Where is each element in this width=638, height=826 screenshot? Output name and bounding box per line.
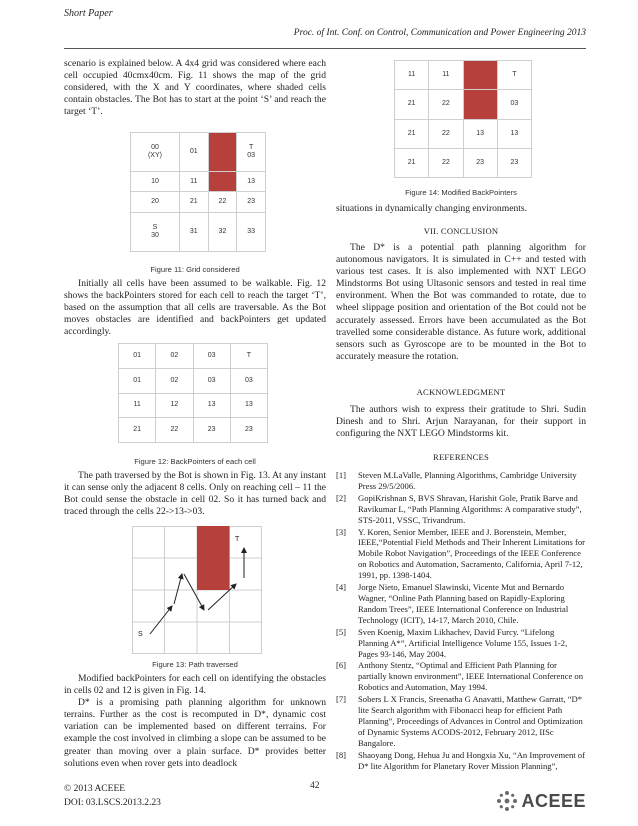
publisher-logo-icon (496, 790, 518, 812)
grid-row (395, 61, 532, 90)
grid-cell (463, 61, 497, 90)
reference-text: Jorge Nieto, Emanuel Slawinski, Vicente Mut and Bernardo Wagner, “Online Path Planning based on Rapidly-Exploring Random Trees”, IEEE International Conference on Industrial Technology (ICIT), 14-17, March 2010, Chile. (358, 582, 569, 625)
obstacle-cell (197, 526, 230, 558)
start-label: S (138, 631, 143, 638)
acknowledgment-heading: ACKNOWLEDGMENT (416, 387, 506, 397)
grid-cell: 22 (208, 192, 237, 213)
grid-cell: 11 (395, 61, 429, 90)
reference-number: [1] (336, 470, 347, 480)
grid-row (119, 418, 268, 443)
left-paragraph-4: Modified backPointers for each cell on identifying the obstacles in cells 02 and 12 is given in Fig. 14. D* is a promising path planning algorithm for unknown terrains. Further as the cost is recomputed in D*, dynamic cost variation can be implemented based on different terrains. For example the cost involved in climbing a slope can be assumed to be greater than moving over a plain surface. D* provides better solutions even when rover gets into deadlock (64, 673, 326, 769)
conclusion-paragraph: The D* is a potential path planning algorithm for autonomous navigators. It is simulated in C++ and tested with various test cases. It is also implemented with NXT LEGO Mindstorms Bot using Ultasonic sensors and tested in real time environment. When the Bot was commanded to rotate, due to wheel slippage position and orientation of the Bot could not be accurately assessed. Errors have been accumulated as the Bot travelled some considerable distance. As future work, additional sensors such as Gyroscope are to be mounted in the Bot to accurately measure the rotation. (336, 242, 586, 362)
reference-item (336, 627, 586, 660)
conference-title: Proc. of Int. Conf. on Control, Communication and Power Engineering 2013 (293, 28, 586, 38)
left-paragraph-2: Initially all cells have been assumed to be walkable. Fig. 12 shows the backPointers stored for each cell to reach the target ‘T’, based on the assumption that all cells are traversable. As the Bot moves obstacles are identified and backPointers get updated accordingly. (64, 278, 326, 338)
reference-text: Steven M.LaValle, Planning Algorithms, Cambridge University Press 29/5/2006. (358, 470, 577, 491)
grid-row (131, 213, 266, 252)
acknowledgment-paragraph: The authors wish to express their gratitude to Shri. Sudin Dinesh and to Shri. Arjun Narayanan, for their support in configuring the NXT LEGO Mindstorms kit. (336, 404, 586, 440)
left-paragraph-3: The path traversed by the Bot is shown in Fig. 13. At any instant it can sense only the adjacent 8 cells. Only on reaching cell – 11 the Bot could sense the obstacle in cell 02. So it has turned back and traced through the cells 22->13->03. (64, 470, 326, 518)
grid-row (395, 119, 532, 148)
grid-cell: 03 (193, 368, 230, 393)
fig13-path-diagram (132, 526, 262, 654)
reference-text: Anthony Stentz, “Optimal and Efficient Path Planning for partially known environment”, IEEE International Conference on Robotics and Automation, May 1994. (358, 660, 584, 693)
grid-cell: 32 (208, 213, 237, 252)
grid-cell: 11 (429, 61, 463, 90)
grid-cell (208, 171, 237, 192)
reference-text: Y. Koren, Senior Member, IEEE and J. Borenstein, Member, IEEE,“Potential Field Methods and Their Inherent Limitations for Mobile Robot Navigation”, Proceedings of the IEEE Conference on Robotics and Automation, Sacramento, California, April 7-12, 1991, pp. 1398-1404. (358, 526, 586, 581)
grid-cell: 33 (237, 213, 266, 252)
target-label: T (235, 536, 240, 543)
grid-row (119, 368, 268, 393)
reference-number: [4] (336, 582, 347, 593)
grid-cell: 22 (429, 90, 463, 119)
grid-cell: 13 (237, 171, 266, 192)
grid-cell: 01 (179, 133, 208, 172)
reference-item (336, 527, 586, 582)
reference-number: [8] (336, 749, 347, 760)
grid-cell: 10 (131, 171, 180, 192)
grid-cell: 01 (119, 368, 156, 393)
grid-cell: 31 (179, 213, 208, 252)
grid-cell (463, 90, 497, 119)
grid-cell (208, 133, 237, 172)
grid-cell: 03 (497, 90, 531, 119)
grid-cell: 03 (193, 344, 230, 369)
fig14-grid (394, 60, 532, 178)
grid-cell: 11 (179, 171, 208, 192)
grid-cell: 13 (193, 393, 230, 418)
grid-cell: T (497, 61, 531, 90)
grid-cell: 21 (179, 192, 208, 213)
grid-cell: T 03 (237, 133, 266, 172)
fig11-grid (130, 132, 266, 252)
grid-row (395, 148, 532, 177)
right-paragraph-0: situations in dynamically changing environments. (336, 203, 528, 214)
grid-cell: 22 (429, 119, 463, 148)
grid-cell: 23 (463, 148, 497, 177)
fig13-caption: Figure 13: Path traversed (152, 660, 238, 669)
doi: DOI: 03.LSCS.2013.2.23 (64, 798, 161, 808)
reference-number: [2] (336, 492, 347, 503)
reference-item (336, 493, 586, 526)
fig11-caption: Figure 11: Grid considered (150, 265, 240, 274)
grid-cell: 20 (131, 192, 180, 213)
grid-cell: 12 (156, 393, 193, 418)
reference-number: [5] (336, 626, 347, 637)
grid-cell: T (230, 344, 267, 369)
reference-text: Sven Koenig, Maxim Likhachev, David Furcy. “Lifelong Planning A*”, Artificial Intelligence Volume 155, Issues 1-2, Pages 93-146, May 2004. (358, 626, 568, 659)
obstacle-cell (197, 558, 230, 590)
journal-section-label: Short Paper (64, 8, 113, 19)
page-number: 42 (310, 781, 320, 791)
grid-row (131, 133, 266, 172)
grid-cell: 13 (230, 393, 267, 418)
grid-cell: 00 (XY) (131, 133, 180, 172)
references-heading: REFERENCES (433, 452, 489, 462)
reference-item (336, 694, 586, 749)
grid-cell: 21 (119, 418, 156, 443)
left-paragraph-1: scenario is explained below. A 4x4 grid was considered where each cell occupied 40cmx40cm. Fig. 11 shows the map of the grid considered, with the X and Y coordinates, where shaded cells contain obstacles. The Bot has to start at the point ‘S’ and reach the target ‘T’. (64, 58, 326, 118)
grid-row (395, 90, 532, 119)
grid-cell: 11 (119, 393, 156, 418)
reference-text: Shaoyang Dong, Hehua Ju and Hongxia Xu, “An Improvement of D* lite Algorithm for Planetary Rover Mission Planning”, (358, 749, 585, 771)
grid-cell: 21 (395, 148, 429, 177)
grid-cell: 02 (156, 368, 193, 393)
grid-row (119, 344, 268, 369)
path-segment (174, 574, 182, 604)
footer-left (64, 782, 161, 810)
reference-number: [6] (336, 660, 347, 671)
grid-row (131, 192, 266, 213)
reference-item (336, 470, 586, 492)
reference-number: [3] (336, 526, 347, 537)
grid-cell: 21 (395, 90, 429, 119)
grid-cell: 03 (230, 368, 267, 393)
grid-cell: 13 (463, 119, 497, 148)
reference-text: GopiKrishnan S, BVS Shravan, Harishit Gole, Pratik Barve and Ravikumar L, “Path Planning Algorithms: A comparative study”, STS-2011, VSSC, Trivandrum. (358, 492, 582, 525)
fig14-caption: Figure 14: Modified BackPointers (405, 188, 517, 197)
grid-cell: 23 (230, 418, 267, 443)
copyright: © 2013 ACEEE (64, 784, 126, 794)
grid-cell: 13 (497, 119, 531, 148)
fig12-caption: Figure 12: BackPointers of each cell (134, 457, 256, 466)
grid-cell: 01 (119, 344, 156, 369)
publisher-logo-text: ACEEE (521, 790, 586, 811)
reference-item (336, 660, 586, 693)
reference-item (336, 750, 586, 772)
grid-cell: 22 (429, 148, 463, 177)
grid-row (131, 171, 266, 192)
grid-cell: 02 (156, 344, 193, 369)
grid-cell: 21 (395, 119, 429, 148)
grid-row (119, 393, 268, 418)
header-rule (64, 48, 586, 49)
conclusion-heading: VII. CONCLUSION (423, 226, 499, 236)
reference-text: Sobers L X Francis, Sreenatha G Anavatti, Matthew Garratt, “D* lite Search algorithm with Fibonacci heap for efficient Path Planning”, Proceedings of Advances in Control and Optimization of Dynamic Systems ACODS-2012, February 2012, IISc Bangalore. (358, 694, 583, 748)
references-list (336, 470, 586, 772)
reference-number: [7] (336, 694, 347, 705)
grid-cell: 23 (497, 148, 531, 177)
grid-cell: S 30 (131, 213, 180, 252)
reference-item (336, 582, 586, 626)
fig12-grid (118, 343, 268, 443)
grid-cell: 23 (193, 418, 230, 443)
path-segment (150, 606, 172, 634)
publisher-logo (496, 790, 586, 812)
grid-cell: 22 (156, 418, 193, 443)
grid-cell: 23 (237, 192, 266, 213)
